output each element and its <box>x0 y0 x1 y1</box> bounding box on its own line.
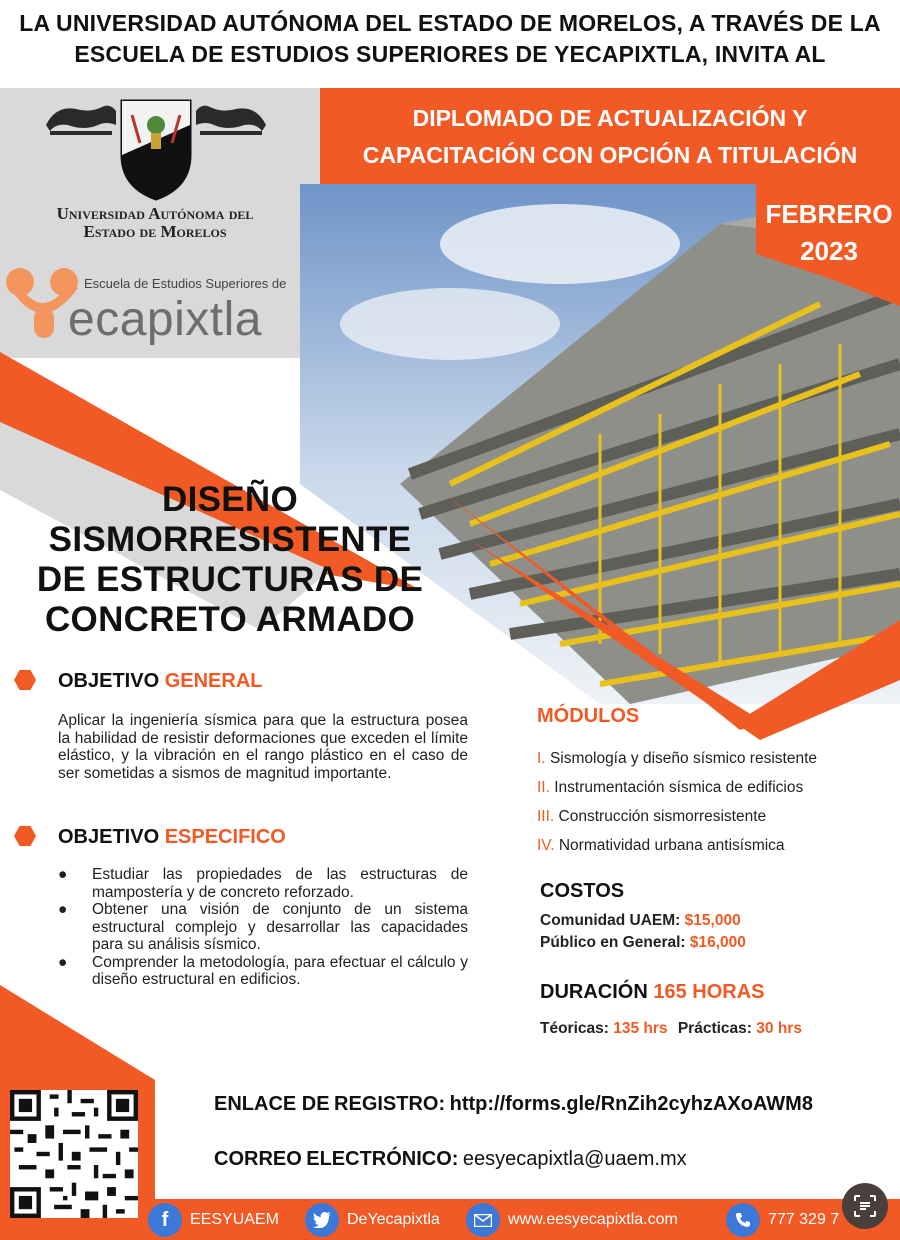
university-name <box>30 205 280 241</box>
email-link[interactable]: eesyecapixtla@uaem.mx <box>462 1148 687 1170</box>
footer-website[interactable] <box>466 1202 678 1238</box>
teoricas-label: Téoricas: <box>540 1020 609 1037</box>
twitter-handle: DeYecapixtla <box>347 1211 440 1228</box>
header-line-1: LA UNIVERSIDAD AUTÓNOMA DEL ESTADO DE MORELOS, A TRAVÉS DE LA <box>19 10 881 36</box>
costo-publico <box>540 934 746 952</box>
modulos-title: MÓDULOS <box>537 705 640 727</box>
duracion-label: DURACIÓN <box>540 981 648 1003</box>
scan-text-button[interactable] <box>842 1183 888 1229</box>
website-url: www.eesyecapixtla.com <box>508 1211 678 1228</box>
objetivo-general-highlight: GENERAL <box>164 670 263 692</box>
duracion-value: 165 HORAS <box>653 981 765 1003</box>
course-title-line-4: CONCRETO ARMADO <box>44 600 416 639</box>
date-badge-text <box>758 196 900 270</box>
date-year: 2023 <box>800 236 858 266</box>
duracion-heading <box>540 981 765 1004</box>
list-item <box>537 837 897 866</box>
qr-code[interactable] <box>10 1090 138 1218</box>
modulos-list <box>537 750 897 866</box>
facebook-handle: EESYUAEM <box>190 1211 279 1228</box>
header-invitation <box>0 8 900 70</box>
teoricas-value: 135 hrs <box>613 1020 668 1037</box>
registro-highlight: REGISTRO: <box>334 1093 446 1115</box>
phone-icon <box>726 1203 760 1237</box>
list-item <box>58 866 468 901</box>
scan-text-icon <box>853 1194 877 1218</box>
diplomado-line-2: CAPACITACIÓN CON OPCIÓN A TITULACIÓN <box>362 142 858 168</box>
list-item-text: Obtener una visión de conjunto de un sistema estructural complejo y desarrollar las capacidades para su análisis sísmico. <box>92 901 468 953</box>
bullet-dot-icon: ● <box>58 953 68 971</box>
footer-facebook[interactable] <box>148 1202 279 1238</box>
registro-label: ENLACE DE <box>214 1093 330 1115</box>
list-item <box>58 901 468 954</box>
objetivo-general-heading <box>58 670 263 693</box>
modulo-number: I. <box>537 750 546 767</box>
school-name-small: Escuela de Estudios Superiores de <box>84 276 287 291</box>
university-name-line-1: Universidad Autónoma del <box>56 204 254 223</box>
correo-label: CORREO <box>214 1148 302 1170</box>
diplomado-line-1: DIPLOMADO DE ACTUALIZACIÓN Y <box>412 105 808 131</box>
hexagon-bullet-icon <box>14 826 36 846</box>
costo-publico-value: $16,000 <box>689 934 746 951</box>
header-line-2: ESCUELA DE ESTUDIOS SUPERIORES DE YECAPIXTLA, INVITA AL <box>74 41 826 67</box>
objetivo-especifico-list <box>58 866 468 989</box>
costo-comunidad-label: Comunidad UAEM: <box>540 912 681 929</box>
objetivo-general-label: OBJETIVO <box>58 670 160 692</box>
facebook-icon: f <box>148 1203 182 1237</box>
course-title-line-1: DISEÑO <box>162 480 298 519</box>
duracion-detalle <box>540 1020 802 1038</box>
objetivo-especifico-highlight: ESPECIFICO <box>164 826 286 848</box>
uaem-crest-logo <box>46 95 266 203</box>
phone-number: 777 329 7 <box>768 1211 840 1228</box>
practicas-label: Prácticas: <box>677 1020 752 1037</box>
registro-line <box>214 1093 813 1116</box>
objetivo-especifico-heading <box>58 826 286 849</box>
list-item <box>537 779 897 808</box>
modulos-heading <box>537 705 639 728</box>
objetivo-general-text: Aplicar la ingeniería sísmica para que la estructura posea la habilidad de resistir deformaciones que exceden el límite elástico, y la vibración en el rango plástico en el caso de ser sometidas a sismos de magnitud importante. <box>58 712 468 782</box>
costo-comunidad-value: $15,000 <box>684 912 741 929</box>
modulo-text: Normatividad urbana antisísmica <box>558 837 785 854</box>
date-month: FEBRERO <box>765 199 893 229</box>
modulo-number: III. <box>537 808 555 825</box>
registration-link[interactable]: http://forms.gle/RnZih2cyhzAXoAWM8 <box>449 1093 813 1115</box>
correo-highlight: ELECTRÓNICO: <box>306 1148 459 1170</box>
university-name-line-2: Estado de Morelos <box>83 222 227 241</box>
school-name-big: ecapixtla <box>68 293 262 346</box>
twitter-icon <box>305 1203 339 1237</box>
modulo-text: Instrumentación sísmica de edificios <box>554 779 804 796</box>
costos-title: COSTOS <box>540 880 625 902</box>
course-title <box>0 480 460 640</box>
diplomado-banner-text <box>320 100 900 174</box>
costo-publico-label: Público en General: <box>540 934 686 951</box>
list-item <box>537 808 897 837</box>
list-item <box>537 750 897 779</box>
practicas-value: 30 hrs <box>756 1020 802 1037</box>
modulo-text: Construcción sismorresistente <box>558 808 767 825</box>
bullet-dot-icon: ● <box>58 901 68 918</box>
list-item-text: Estudiar las propiedades de las estructuras de mampostería y de concreto reforzado. <box>92 866 468 901</box>
modulo-number: II. <box>537 779 550 796</box>
modulo-number: IV. <box>537 837 555 854</box>
mail-icon <box>466 1203 500 1237</box>
modulo-text: Sismología y diseño sísmico resistente <box>549 750 817 767</box>
list-item-text: Comprender la metodología, para efectuar el cálculo y diseño estructural en edificios. <box>92 953 468 988</box>
course-title-line-3: DE ESTRUCTURAS DE <box>36 560 424 599</box>
objetivo-especifico-label: OBJETIVO <box>58 826 160 848</box>
list-item <box>58 954 468 989</box>
costo-comunidad <box>540 912 741 930</box>
footer-phone[interactable] <box>726 1202 839 1238</box>
footer-twitter[interactable] <box>305 1202 440 1238</box>
course-title-line-2: SISMORRESISTENTE <box>48 520 412 559</box>
correo-line <box>214 1148 687 1171</box>
bullet-dot-icon: ● <box>58 866 68 883</box>
